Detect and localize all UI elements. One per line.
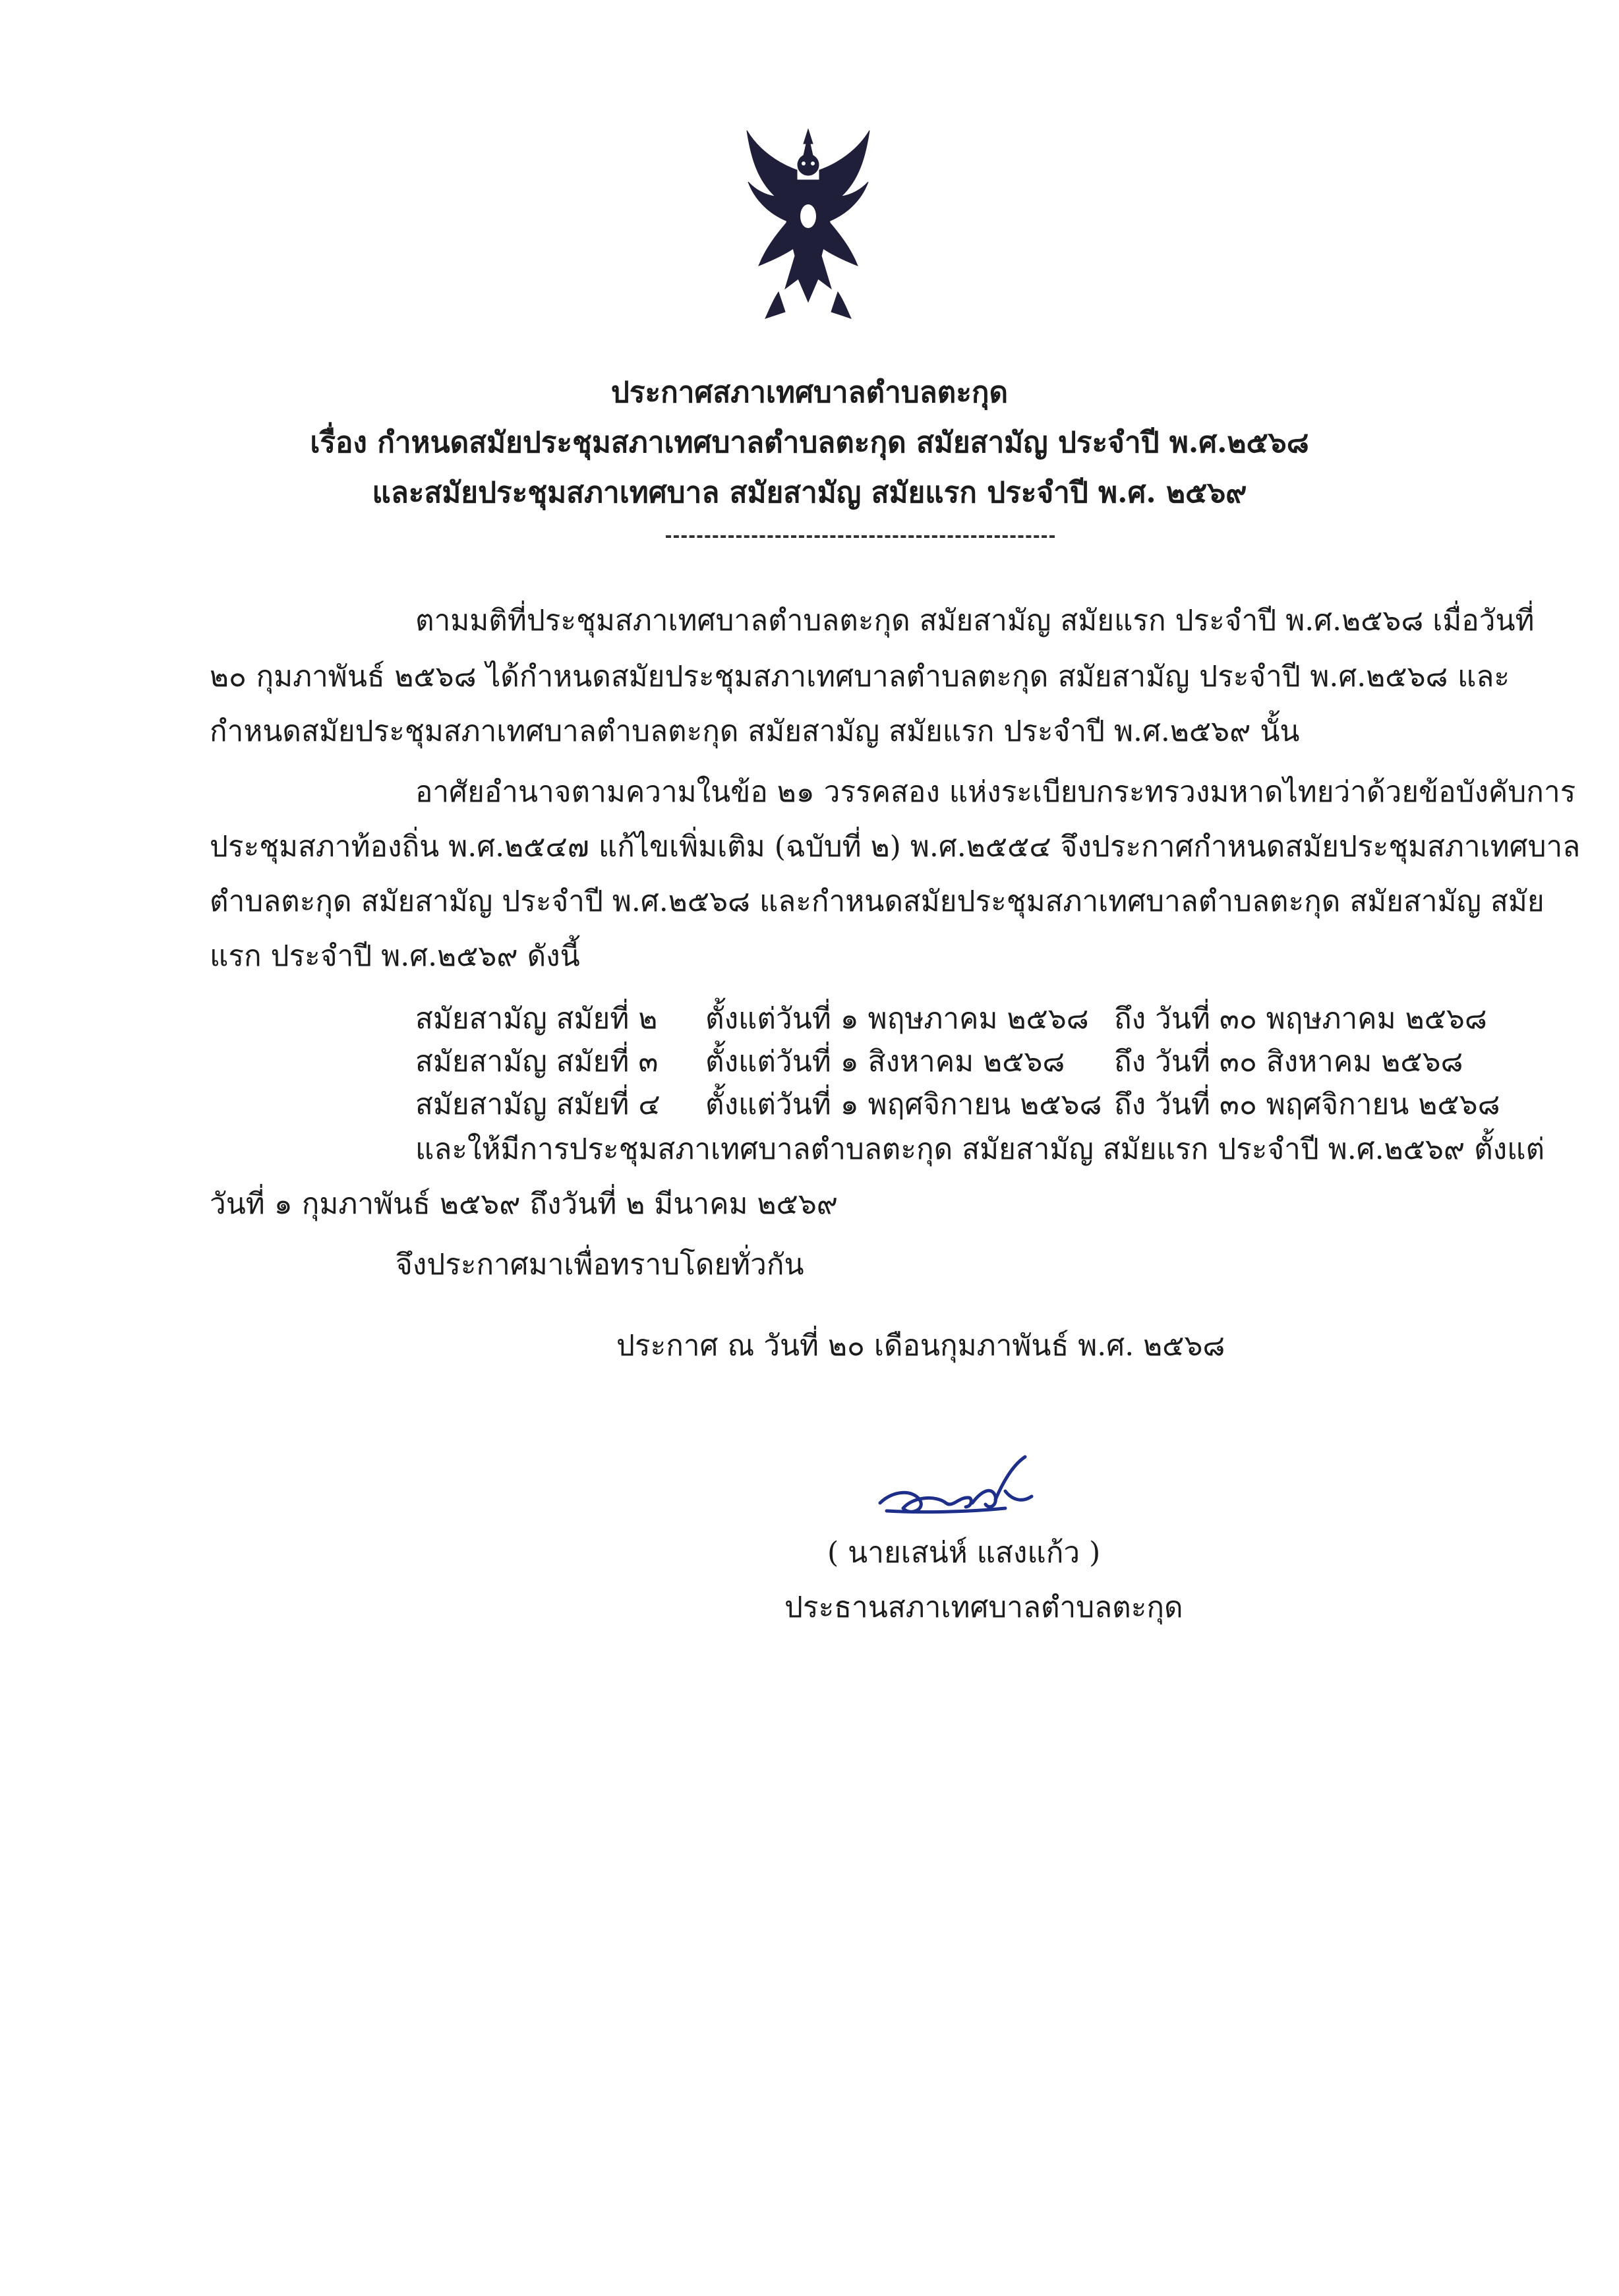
para2-line: แรก ประจำปี พ.ศ.๒๕๖๙ ดังนี้ <box>210 939 580 973</box>
para2-line: ตำบลตะกุด สมัยสามัญ ประจำปี พ.ศ.๒๕๖๘ และกำหนดสมัยประชุมสภาเทศบาลตำบลตะกุด สมัยสามัญ สมัย <box>210 885 1545 918</box>
announcement-date: ประกาศ ณ วันที่ ๒๐ เดือนกุมภาพันธ์ พ.ศ. ๒๕๖๘ <box>616 1329 1225 1363</box>
schedule-to: ถึง วันที่ ๓๐ สิงหาคม ๒๕๖๘ <box>1114 1045 1463 1078</box>
signatory-position: ประธานสภาเทศบาลตำบลตะกุด <box>784 1591 1183 1624</box>
signature-icon <box>873 1450 1045 1536</box>
garuda-emblem-icon <box>739 124 877 322</box>
para2-line: ประชุมสภาท้องถิ่น พ.ศ.๒๕๔๗ แก้ไขเพิ่มเติม (ฉบับที่ ๒) พ.ศ.๒๕๕๔ จึงประกาศกำหนดสมัยประชุมสภาเทศบาล <box>210 830 1581 864</box>
para1-line: ๒๐ กุมภาพันธ์ ๒๕๖๘ ได้กำหนดสมัยประชุมสภาเทศบาลตำบลตะกุด สมัยสามัญ ประจำปี พ.ศ.๒๕๖๘ และ <box>210 660 1510 693</box>
schedule-from: ตั้งแต่วันที่ ๑ สิงหาคม ๒๕๖๘ <box>705 1045 1065 1078</box>
announcement-title: ประกาศสภาเทศบาลตำบลตะกุด <box>610 376 1009 409</box>
schedule-row <box>415 1081 1510 1121</box>
schedule-session: สมัยสามัญ สมัยที่ ๒ <box>415 1002 658 1036</box>
para2-line: อาศัยอำนาจตามความในข้อ ๒๑ วรรคสอง แห่งระเบียบกระทรวงมหาดไทยว่าด้วยข้อบังคับการ <box>415 775 1576 809</box>
schedule-from: ตั้งแต่วันที่ ๑ พฤศจิกายน ๒๕๖๘ <box>705 1088 1102 1121</box>
schedule-row <box>415 995 1510 1035</box>
schedule-session: สมัยสามัญ สมัยที่ ๔ <box>415 1088 661 1121</box>
para1-line: ตามมติที่ประชุมสภาเทศบาลตำบลตะกุด สมัยสามัญ สมัยแรก ประจำปี พ.ศ.๒๕๖๘ เมื่อวันที่ <box>415 604 1535 637</box>
para1-line: กำหนดสมัยประชุมสภาเทศบาลตำบลตะกุด สมัยสามัญ สมัยแรก ประจำปี พ.ศ.๒๕๖๙ นั้น <box>210 715 1300 748</box>
subject-line-1: เรื่อง กำหนดสมัยประชุมสภาเทศบาลตำบลตะกุด สมัยสามัญ ประจำปี พ.ศ.๒๕๖๘ <box>310 426 1309 459</box>
para3-line: และให้มีการประชุมสภาเทศบาลตำบลตะกุด สมัยสามัญ สมัยแรก ประจำปี พ.ศ.๒๕๖๙ ตั้งแต่ <box>415 1133 1545 1166</box>
subject-line-2: และสมัยประชุมสภาเทศบาล สมัยสามัญ สมัยแรก ประจำปี พ.ศ. ๒๕๖๙ <box>372 476 1247 510</box>
header-divider <box>666 535 1055 538</box>
schedule-session: สมัยสามัญ สมัยที่ ๓ <box>415 1045 659 1078</box>
closing-text: จึงประกาศมาเพื่อทราบโดยทั่วกัน <box>396 1248 804 1281</box>
signatory-name: ( นายเสน่ห์ แสงแก้ว ) <box>827 1536 1101 1570</box>
schedule-to: ถึง วันที่ ๓๐ พฤศจิกายน ๒๕๖๘ <box>1114 1088 1500 1121</box>
schedule-row <box>415 1038 1510 1078</box>
para3-line: วันที่ ๑ กุมภาพันธ์ ๒๕๖๙ ถึงวันที่ ๒ มีนาคม ๒๕๖๙ <box>210 1187 838 1221</box>
schedule-to: ถึง วันที่ ๓๐ พฤษภาคม ๒๕๖๘ <box>1114 1002 1487 1036</box>
schedule-from: ตั้งแต่วันที่ ๑ พฤษภาคม ๒๕๖๘ <box>705 1002 1089 1036</box>
